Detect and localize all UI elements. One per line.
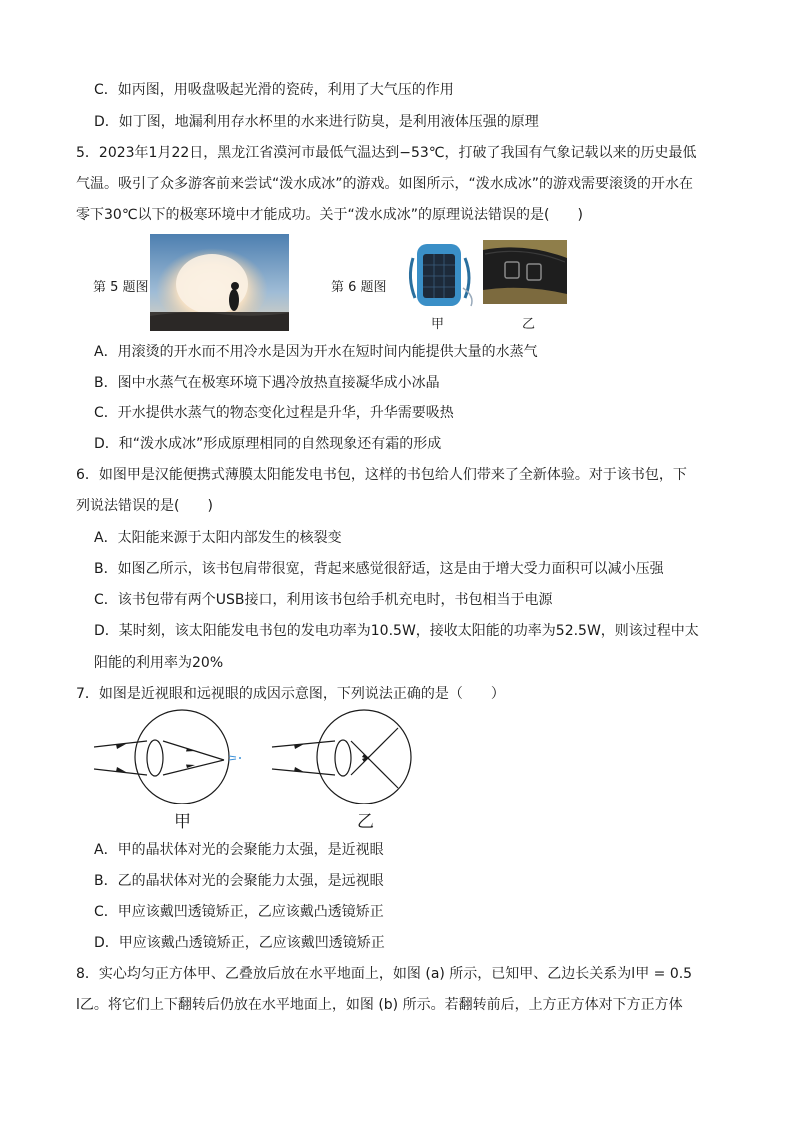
q7-option-d: D．甲应该戴凸透镜矫正，乙应该戴凹透镜矫正 — [94, 935, 385, 951]
q7-eye-diagram — [94, 708, 424, 804]
q5-figure-label: 第 5 题图 — [93, 280, 149, 295]
q5-photo-graphic — [150, 234, 289, 331]
q7-stem: 7．如图是近视眼和远视眼的成因示意图，下列说法正确的是（ ） — [76, 686, 505, 702]
q6-option-c: C．该书包带有两个USB接口，利用该书包给手机充电时，书包相当于电源 — [94, 592, 553, 608]
q5-option-b: B．图中水蒸气在极寒环境下遇冷放热直接凝华成小冰晶 — [94, 375, 440, 391]
q7-label-yi: 乙 — [357, 812, 374, 832]
q5-stem-line2: 气温。吸引了众多游客前来尝试“泼水成冰”的游戏。如图所示，“泼水成冰”的游戏需要滚烫的开水在 — [76, 176, 694, 192]
q6-stem-line1: 6．如图甲是汉能便携式薄膜太阳能发电书包，这样的书包给人们带来了全新体验。对于该书包，下 — [76, 467, 687, 483]
q7-label-jia: 甲 — [174, 812, 191, 832]
q5-photo-boiling-water-ice — [150, 234, 289, 331]
q7-option-c: C．甲应该戴凹透镜矫正，乙应该戴凸透镜矫正 — [94, 904, 384, 920]
q6-photo-yi-shoulder-strap — [483, 240, 567, 304]
q5-option-c: C．开水提供水蒸气的物态变化过程是升华，升华需要吸热 — [94, 405, 454, 421]
q6-label-jia: 甲 — [431, 317, 445, 332]
q5-option-a: A．用滚烫的开水而不用冷水是因为开水在短时间内能提供大量的水蒸气 — [94, 344, 538, 360]
q6-photo-jia-graphic — [403, 238, 479, 310]
q5-stem-line3: 零下30℃以下的极寒环境中才能成功。关于“泼水成冰”的原理说法错误的是( ) — [76, 207, 583, 223]
q6-option-b: B．如图乙所示，该书包肩带很宽，背起来感觉很舒适，这是由于增大受力面积可以减小压强 — [94, 561, 664, 577]
q7-option-b: B．乙的晶状体对光的会聚能力太强，是远视眼 — [94, 873, 384, 889]
q4-option-d: D．如丁图，地漏利用存水杯里的水来进行防臭，是利用液体压强的原理 — [94, 114, 539, 130]
q7-eye-diagram-graphic — [94, 708, 424, 804]
q6-option-d-line2: 阳能的利用率为20% — [94, 655, 224, 671]
q5-option-d: D．和“泼水成冰”形成原理相同的自然现象还有霜的形成 — [94, 436, 442, 452]
q6-option-d-line1: D．某时刻，该太阳能发电书包的发电功率为10.5W，接收太阳能的功率为52.5W，则该过程中太 — [94, 623, 699, 639]
q6-option-a: A．太阳能来源于太阳内部发生的核裂变 — [94, 530, 342, 546]
q7-option-a: A．甲的晶状体对光的会聚能力太强，是近视眼 — [94, 842, 384, 858]
q5-stem-line1: 5．2023年1月22日，黑龙江省漠河市最低气温达到−53℃，打破了我国有气象记载以来的历史最低 — [76, 145, 697, 161]
q6-label-yi: 乙 — [522, 317, 536, 332]
q6-figure-label: 第 6 题图 — [331, 280, 387, 295]
q6-photo-yi-graphic — [483, 240, 567, 304]
q8-stem-line1: 8．实心均匀正方体甲、乙叠放后放在水平地面上，如图 (a) 所示，已知甲、乙边长关系为l甲 = 0.5 — [76, 966, 693, 982]
q6-stem-line2: 列说法错误的是( ) — [76, 498, 213, 514]
q8-stem-line2: l乙。将它们上下翻转后仍放在水平地面上，如图 (b) 所示。若翻转前后，上方正方体对下方正方体 — [76, 997, 683, 1013]
q6-photo-jia-solar-backpack — [403, 238, 479, 310]
q4-option-c: C．如丙图，用吸盘吸起光滑的瓷砖，利用了大气压的作用 — [94, 82, 454, 98]
